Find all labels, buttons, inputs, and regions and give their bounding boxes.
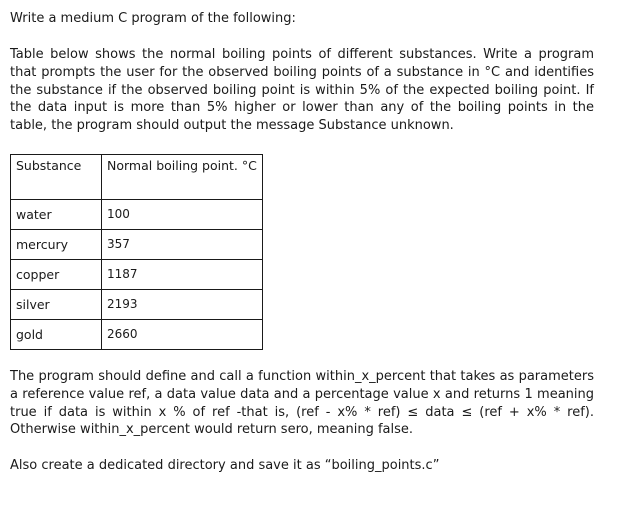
boiling-points-table: [10, 154, 263, 350]
cell-boiling-point: 357: [102, 229, 263, 259]
header-boiling-point: Normal boiling point. °C: [102, 154, 263, 199]
table-row: [11, 199, 263, 229]
cell-substance: silver: [11, 289, 102, 319]
cell-substance: mercury: [11, 229, 102, 259]
cell-boiling-point: 2660: [102, 319, 263, 349]
cell-substance: copper: [11, 259, 102, 289]
cell-boiling-point: 2193: [102, 289, 263, 319]
document: [10, 10, 594, 475]
problem-description: Table below shows the normal boiling points of different substances. Write a program that prompts the user for the observed boiling points of a substance in °C and identifies the substance if the observed boiling point is within 5% of the expected boiling point. If the data input is more than 5% higher or lower than any of the boiling points in the table, the program should output the message Substance unknown.: [10, 47, 594, 134]
header-substance: Substance: [11, 154, 102, 199]
table-row: [11, 319, 263, 349]
table-row: [11, 289, 263, 319]
cell-substance: water: [11, 199, 102, 229]
table-header-row: [11, 154, 263, 199]
table-row: [11, 229, 263, 259]
cell-substance: gold: [11, 319, 102, 349]
table-row: [11, 259, 263, 289]
save-instruction: Also create a dedicated directory and save it as “boiling_points.c”: [10, 458, 440, 474]
heading: Write a medium C program of the following:: [10, 11, 296, 26]
function-description: The program should define and call a function within_x_percent that takes as parameters a reference value ref, a data value data and a percentage value x and returns 1 meaning true if data is within x % of ref -that is, (ref - x% * ref) ≤ data ≤ (ref + x% * ref). Otherwise within_x_percent would return sero, meaning false.: [10, 368, 594, 438]
cell-boiling-point: 1187: [102, 259, 263, 289]
cell-boiling-point: 100: [102, 199, 263, 229]
